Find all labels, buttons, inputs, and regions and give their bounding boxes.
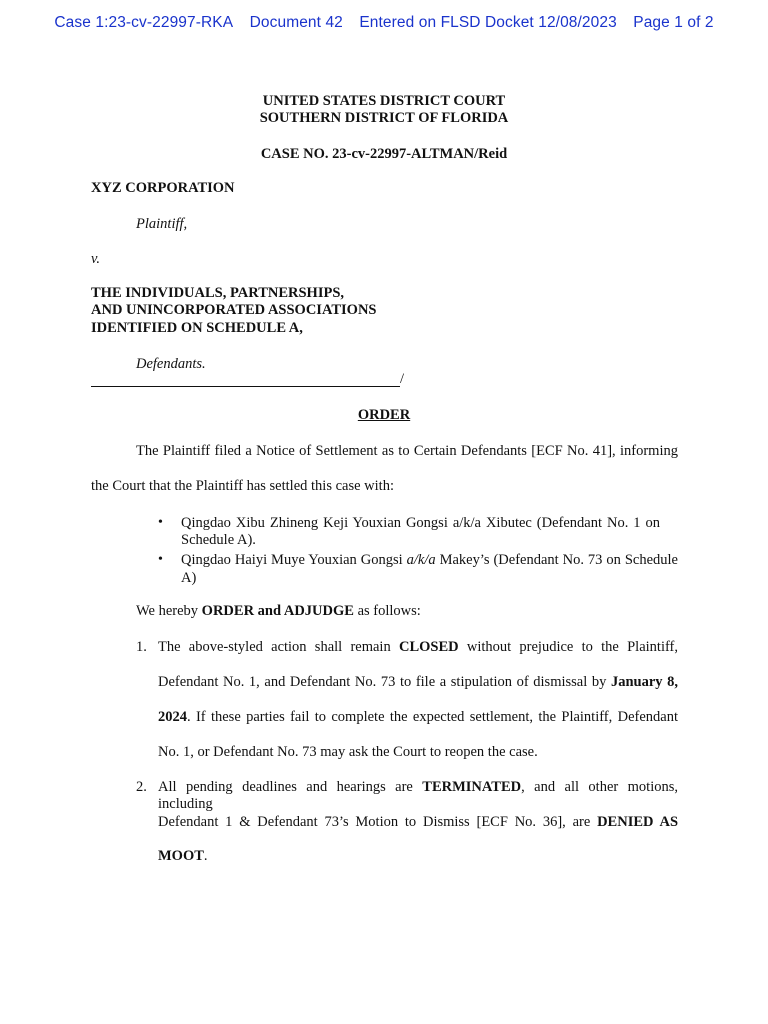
order-intro-pre: We hereby (136, 603, 202, 619)
order-intro-bold: ORDER and ADJUDGE (201, 603, 354, 619)
bullet-2-aka: a/k/a (406, 552, 436, 568)
bullet-1-line1: Qingdao Xibu Zhineng Keji Youxian Gongsi a/k/a Xibutec (Defendant No. 1 on (181, 515, 660, 531)
item-2-line1 (158, 779, 678, 813)
order-intro (136, 603, 421, 620)
item-1-l1-pre: The above-styled action shall remain (158, 639, 399, 655)
order-title-wrap (0, 406, 768, 424)
defendant-role: Defendants. (136, 356, 206, 372)
item-2-line3 (158, 848, 208, 865)
plaintiff-role: Plaintiff, (136, 216, 188, 232)
item-2-l1-pre: All pending deadlines and hearings are (158, 779, 423, 795)
court-name-line1: UNITED STATES DISTRICT COURT (262, 93, 506, 109)
item-2-moot: MOOT (158, 848, 204, 864)
item-2-terminated: TERMINATED (422, 779, 522, 795)
item-1-line4: No. 1, or Defendant No. 73 may ask the Court to reopen the case. (158, 744, 538, 760)
item-2-l1-post: , and all other motions, including (158, 779, 678, 812)
court-name-line2: SOUTHERN DISTRICT OF FLORIDA (259, 110, 509, 126)
bullet-2-text-a: Qingdao Haiyi Muye Youxian Gongsi (181, 552, 407, 568)
item-1-closed: CLOSED (398, 639, 459, 655)
bullet-1-line2: Schedule A). (181, 532, 256, 548)
stamp-case-number: Case 1:23-cv-22997-RKA (54, 14, 234, 31)
item-2-line2 (158, 814, 678, 831)
intro-line1: The Plaintiff filed a Notice of Settlement as to Certain Defendants [ECF No. 41], informing (136, 443, 678, 459)
caption-rule (91, 386, 400, 387)
stamp-page-count: Page 1 of 2 (633, 14, 714, 31)
order-intro-post: as follows: (353, 603, 421, 619)
stamp-document-number: Document 42 (249, 14, 343, 31)
bullet-dot: • (158, 515, 163, 530)
item-1-line1 (158, 639, 678, 656)
item-1-line2 (158, 674, 678, 691)
item-1-l2-pre: Defendant No. 1, and Defendant No. 73 to file a stipulation of dismissal by (158, 674, 611, 690)
stamp-entered-date: Entered on FLSD Docket 12/08/2023 (359, 14, 617, 31)
docket-header-stamp (0, 14, 768, 32)
bullet-2-line1 (181, 552, 678, 569)
item-1-number: 1. (136, 639, 147, 655)
item-1-l3-post: . If these parties fail to complete the expected settlement, the Plaintiff, Defendant (187, 709, 678, 725)
plaintiff-name: XYZ CORPORATION (91, 180, 235, 196)
defendant-line2: AND UNINCORPORATED ASSOCIATIONS (91, 302, 377, 318)
item-1-year: 2024 (158, 709, 187, 725)
intro-line2: the Court that the Plaintiff has settled this case with: (91, 478, 394, 494)
defendant-line1: THE INDIVIDUALS, PARTNERSHIPS, (91, 285, 345, 301)
bullet-dot: • (158, 552, 163, 567)
item-1-line3 (158, 709, 678, 726)
item-1-deadline: January 8, (610, 674, 678, 690)
versus: v. (91, 251, 100, 267)
item-2-l3-post: . (203, 848, 208, 864)
caption-end-mark: / (400, 371, 405, 387)
item-1-l1-post: without prejudice to the Plaintiff, (458, 639, 678, 655)
item-2-l2-pre: Defendant 1 & Defendant 73’s Motion to Dismiss [ECF No. 36], are (158, 814, 598, 830)
order-title: ORDER (357, 407, 411, 423)
item-2-number: 2. (136, 779, 147, 795)
item-2-denied: DENIED AS (597, 814, 679, 830)
defendant-line3: IDENTIFIED ON SCHEDULE A, (91, 320, 303, 336)
case-number: CASE NO. 23-cv-22997-ALTMAN/Reid (260, 146, 508, 162)
bullet-2-text-b: Makey’s (Defendant No. 73 on Schedule (435, 552, 678, 568)
bullet-2-line2: A) (181, 570, 197, 586)
